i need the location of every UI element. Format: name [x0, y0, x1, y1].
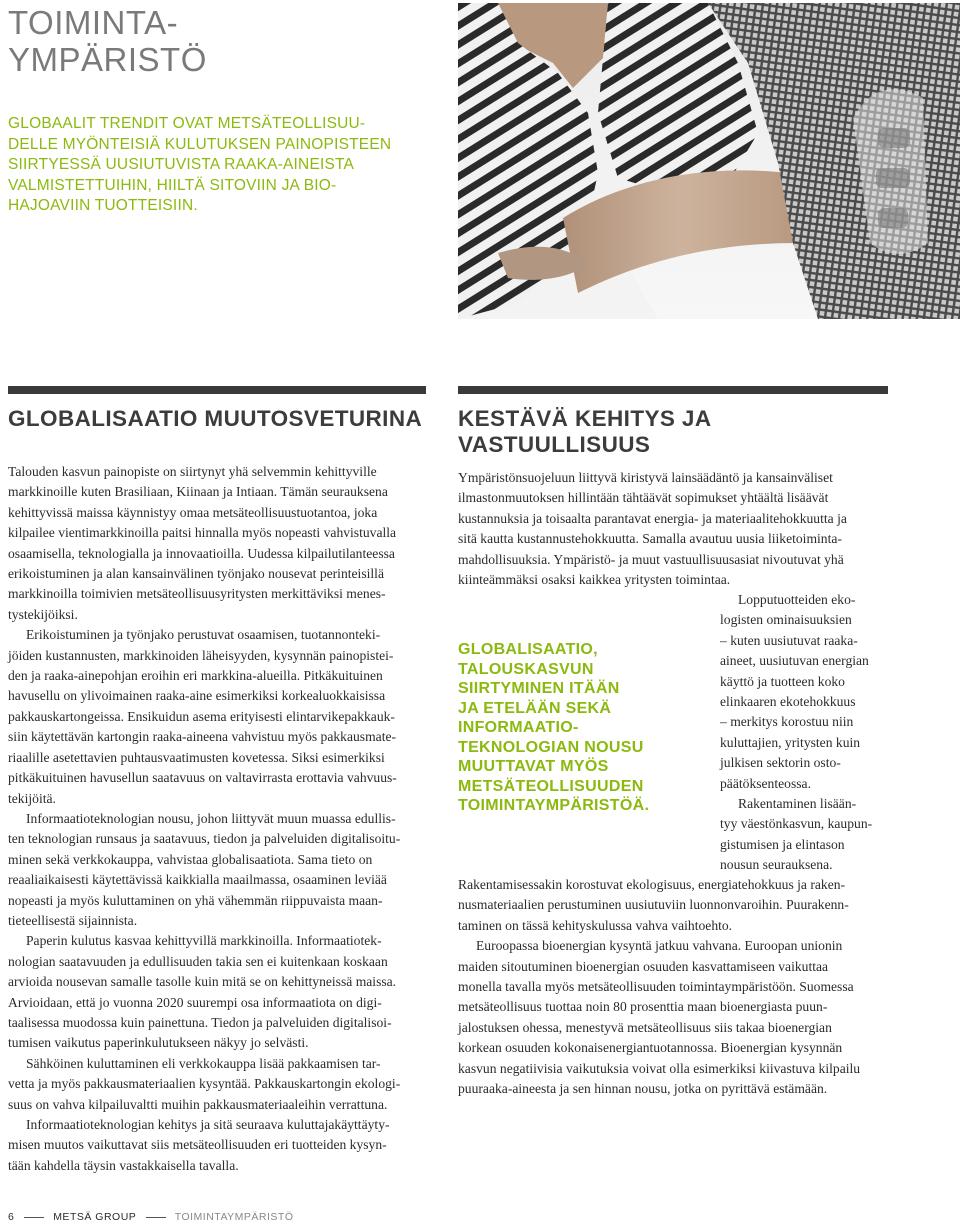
body-line: sitä kautta kustannustehokkuutta. Samalla avautuu uusia liiketoiminta- — [458, 531, 842, 547]
intro-lead — [8, 114, 418, 217]
body-line: julkisen sektorin osto- — [720, 755, 841, 771]
pull-quote-line: TALOUSKASVUN — [458, 660, 594, 678]
body-line: taalisessa muodossa kuin painettuna. Tiedon ja palveluiden digitalisoi- — [8, 1014, 392, 1030]
pull-quote-line: GLOBALISAATIO, — [458, 641, 598, 658]
body-line: kasvun negatiivisia vaikutuksia voivat olla esimerkiksi kiivastuva kilpailu — [458, 1060, 861, 1076]
body-line: Sähköinen kuluttaminen eli verkkokauppa lisää pakkaamisen tar- — [26, 1055, 381, 1071]
body-line: taminen on tässä kehityskulussa vahva vaihtoehto. — [458, 917, 733, 933]
body-line: mahdollisuuksia. Ympäristö- ja muut vastuullisuusasiat nivoutuvat yhä — [458, 551, 844, 567]
intro-line: VALMISTETTUIHIN, HIILTÄ SITOVIIN JA BIO- — [8, 176, 337, 194]
right-heading-line: KESTÄVÄ KEHITYS JA — [458, 406, 712, 431]
body-line: siin käytettävän kartongin raaka-aineena vahvistuu myös pakkausmate- — [8, 729, 397, 745]
body-line: Euroopassa bioenergian kysyntä jatkuu vahvana. Euroopan unionin — [476, 938, 843, 954]
pull-quote-line: METSÄTEOLLISUUDEN — [458, 777, 644, 795]
body-line: elinkaaren ekotehokkuus — [720, 694, 856, 710]
body-line: gistumisen ja elintason — [720, 836, 845, 852]
body-line: tumisen vaikutus paperinkulutukseen näkyy jo selvästi. — [8, 1035, 309, 1051]
footer-divider — [146, 1217, 166, 1218]
section-title-line: YMPÄRISTÖ — [8, 41, 207, 78]
body-line: korkean osuuden kokonaisenergiantuotannossa. Bioenergian kysynnän — [458, 1040, 843, 1056]
intro-line: DELLE MYÖNTEISIÄ KULUTUKSEN PAINOPISTEEN — [8, 135, 392, 153]
right-column-intro — [458, 468, 898, 590]
body-line: nologian saatavuuden ja edullisuuden takia sen ei kuitenkaan koskaan — [8, 953, 388, 969]
body-line: suus on vahva kilpailuvaltti muihin pakkausmateriaaleihin verrattuna. — [8, 1096, 388, 1112]
body-line: ilmastonmuutoksen hillintään tähtäävät sopimukset yhtäältä lisäävät — [458, 490, 829, 506]
body-line: osaamisella, teknologialla ja innovaatioilla. Uudessa kilpailutilanteessa — [8, 545, 395, 561]
body-line: vetta ja myös pakkausmateriaalien kysyntää. Pakkauskartongin ekologi- — [8, 1076, 401, 1092]
people-photo — [458, 3, 960, 319]
body-line: – kuten uusiutuvat raaka- — [720, 632, 858, 648]
body-line: misen muutos vaikuttavat siis metsäteollisuuden eri tuotteiden kysyn- — [8, 1137, 387, 1153]
body-line: Erikoistuminen ja työnjako perustuvat osaamisen, tuotannonteki- — [26, 627, 381, 643]
section-title-line: TOIMINTA- — [8, 4, 179, 41]
body-line: Informaatioteknologian nousu, johon liittyvät muun muassa edullis- — [26, 810, 396, 826]
body-line: havusellu on ylivoimainen raaka-aine esimerkiksi korkealuokkaisissa — [8, 688, 386, 704]
body-line: reaaliaikaisesti käytettävissä kaikkialla maailmassa, osaaminen leviää — [8, 872, 387, 888]
body-line: kustannuksia ja toisaalta parantavat energia- ja materiaalitehokkuutta ja — [458, 510, 847, 526]
body-line: pitkäkuituinen havusellun saatavuus on valtavirrasta erottavia vahvuus- — [8, 770, 397, 786]
pull-quote-line: TOIMINTAYMPÄRISTÖÄ. — [458, 797, 650, 814]
pull-quote-line: SIIRTYMINEN ITÄÄN — [458, 680, 620, 697]
body-line: tystekijöiksi. — [8, 606, 78, 622]
intro-line: GLOBAALIT TRENDIT OVAT METSÄTEOLLISUU- — [8, 115, 366, 132]
footer-divider — [24, 1217, 44, 1218]
left-column-rule — [8, 386, 426, 394]
body-line: tekijöitä. — [8, 790, 56, 806]
body-line: metsäteollisuus tuottaa noin 80 prosenttia maan bioenergiasta puun- — [458, 999, 828, 1015]
body-line: tään kahdella täysin vastakkaisella tavalla. — [8, 1157, 239, 1173]
body-line: aineet, uusiutuvan energian — [720, 653, 869, 669]
pull-quote-line: INFORMAATIO- — [458, 719, 579, 736]
body-line: Talouden kasvun painopiste on siirtynyt yhä selvemmin kehittyville — [8, 464, 377, 479]
body-line: minen sekä verkkokauppa, vahvistaa globalisaatiota. Sama tieto on — [8, 851, 373, 867]
section-title — [8, 4, 207, 78]
page-footer — [8, 1211, 294, 1223]
right-heading-line: VASTUULLISUUS — [458, 432, 651, 457]
body-line: jalostuksen ohessa, menestyvä metsäteollisuus siis takaa bioenergian — [458, 1019, 832, 1035]
body-line: kiinteämmäksi osaksi kaikkea yritysten toimintaa. — [458, 572, 731, 588]
body-line: Rakentaminen lisään- — [738, 796, 857, 812]
intro-line: SIIRTYESSÄ UUSIUTUVISTA RAAKA-AINEISTA — [8, 156, 355, 173]
intro-line: HAJOAVIIN TUOTTEISIIN. — [8, 197, 198, 214]
body-line: tieteellisestä sijainnista. — [8, 912, 138, 928]
body-line: pakkauskartongeissa. Ensikuidun asema erityisesti elintarvikepakkauk- — [8, 708, 395, 724]
body-line: kuluttajien, yritysten kuin — [720, 734, 861, 750]
body-line: kehittyvissä maissa käynnistyy omaa metsäteollisuustuotantoa, joka — [8, 504, 378, 520]
body-line: maiden sitoutuminen bioenergian osuuden kasvattamiseen vaikuttaa — [458, 958, 829, 974]
body-line: erikoistuminen ja alan kansainvälinen työnjako nousevat perinteisillä — [8, 566, 384, 582]
body-line: markkinoilla toimivien metsäteollisuusyritysten merkittäviksi menes- — [8, 586, 386, 602]
body-line: arvioida nousevan samalle tasolle kuin mitä se on kehittyneissä maissa. — [8, 974, 397, 990]
pull-quote-line: TEKNOLOGIAN NOUSU — [458, 738, 644, 756]
body-line: tyy väestönkasvun, kaupun- — [720, 816, 873, 832]
body-line: nusmateriaalien perustuminen uusiutuviin luonnonvaroihin. Puurakenn- — [458, 897, 849, 913]
body-line: Ympäristönsuojeluun liittyvä kiristyvä lainsäädäntö ja kansainväliset — [458, 470, 833, 485]
body-line: markkinoille kuten Brasiliaan, Kiinaan ja Intiaan. Tämän seurauksena — [8, 484, 388, 500]
body-line: – merkitys korostuu niin — [720, 714, 854, 730]
footer-company: METSÄ GROUP — [53, 1211, 137, 1223]
left-column-body — [8, 462, 428, 1176]
pull-quote — [458, 640, 713, 816]
right-column-heading — [458, 406, 898, 458]
body-line: puuraaka-aineesta ja sen hinnan nousu, jotka on pyrittävä estämään. — [458, 1081, 828, 1097]
body-line: den ja raaka-ainepohjan eroihin eri markkina-alueilla. Pitkäkuituinen — [8, 668, 383, 684]
body-line: päätöksenteossa. — [720, 775, 811, 791]
body-line: ten teknologian runsaus ja saatavuus, tiedon ja palveluiden digitalisoitu- — [8, 831, 401, 847]
pull-quote-line: JA ETELÄÄN SEKÄ — [458, 699, 612, 717]
body-line: kilpailee vientimarkkinoilla paitsi hinnalla myös nopeasti vahvistuvalla — [8, 525, 397, 541]
body-line: Paperin kulutus kasvaa kehittyvillä markkinoilla. Informaatiotek- — [26, 933, 382, 949]
body-line: nousun seurauksena. — [720, 857, 833, 873]
right-column-body — [458, 875, 908, 1099]
body-line: jöiden kustannusten, markkinoiden läheisyyden, kysynnän painopistei- — [8, 647, 394, 663]
right-column-narrow-text — [720, 590, 910, 876]
body-line: Rakentamisessakin korostuvat ekologisuus, energiatehokkuus ja raken- — [458, 877, 846, 892]
footer-section: TOIMINTAYMPÄRISTÖ — [174, 1211, 294, 1223]
page-number: 6 — [8, 1211, 15, 1223]
right-column-rule — [458, 386, 888, 394]
body-line: riaalille asetettavien puhtausvaatimusten kovetessa. Siksi esimerkiksi — [8, 749, 385, 765]
left-column-heading: GLOBALISAATIO MUUTOSVETURINA — [8, 406, 423, 431]
body-line: monella tavalla myös metsäteollisuuden toimintaympäristöön. Suomessa — [458, 979, 854, 995]
body-line: Lopputuotteiden eko- — [738, 592, 856, 607]
body-line: Arvioidaan, että jo vuonna 2020 suurempi osa informaatiota on digi- — [8, 994, 382, 1010]
pull-quote-line: MUUTTAVAT MYÖS — [458, 758, 609, 775]
body-line: käyttö ja tuotteen koko — [720, 673, 845, 689]
body-line: Informaatioteknologian kehitys ja sitä seuraava kuluttajakäyttäyty- — [26, 1117, 390, 1132]
body-line: logisten ominaisuuksien — [720, 612, 852, 628]
body-line: nopeasti ja myös kuluttaminen on yhä vähemmän riippuvaista maan- — [8, 892, 383, 908]
